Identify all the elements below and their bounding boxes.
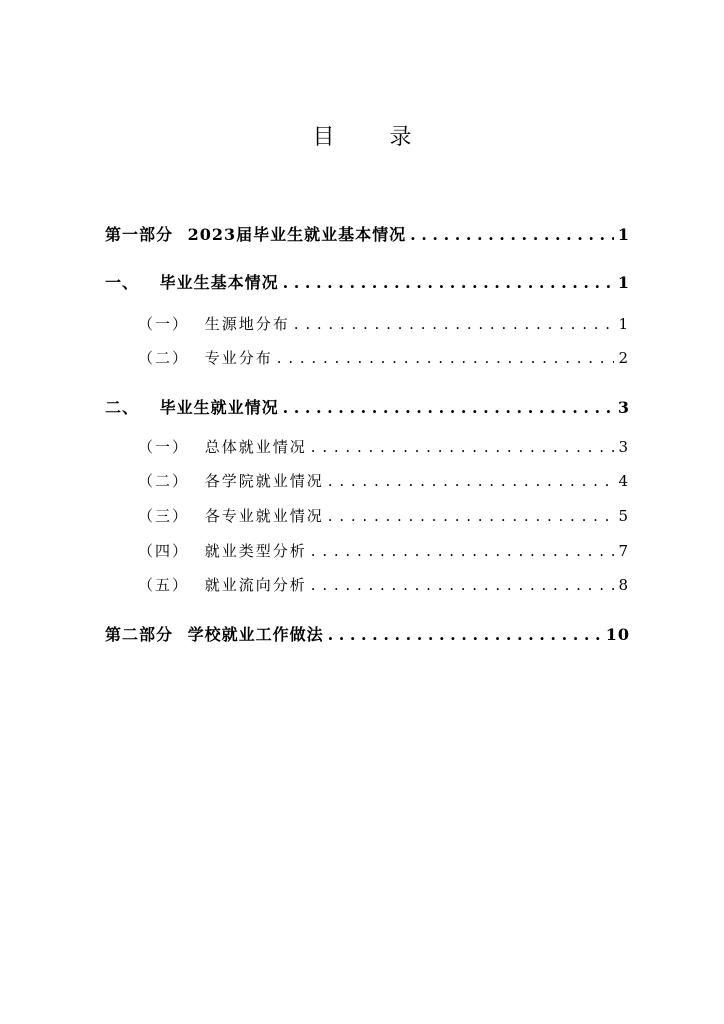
- toc-entry-text: 学校就业工作做法: [187, 625, 324, 644]
- toc-entry-text: 就业流向分析: [204, 576, 307, 594]
- toc-entry[interactable]: [138, 505, 630, 526]
- toc-entry[interactable]: [138, 470, 630, 491]
- toc-entry[interactable]: [105, 222, 630, 245]
- toc-entry[interactable]: [138, 574, 630, 595]
- toc-entry-page: 3: [618, 438, 630, 456]
- toc-entry-label: [138, 505, 324, 526]
- toc-leader-dots: [328, 472, 615, 490]
- toc-entry-page: 2: [618, 349, 630, 367]
- toc-entry-text: 就业类型分析: [204, 542, 307, 560]
- toc-entry-page: 1: [618, 315, 630, 333]
- toc-entry[interactable]: [138, 540, 630, 561]
- toc-entry[interactable]: [138, 347, 630, 368]
- toc-title: 目 录: [312, 125, 436, 150]
- toc-entry[interactable]: [105, 395, 630, 418]
- toc-entry-text: 2023届毕业生就业基本情况: [187, 225, 407, 244]
- toc-leader-dots: [311, 438, 615, 456]
- toc-entry-text: 毕业生基本情况: [159, 273, 279, 292]
- toc-entry-text: 各学院就业情况: [204, 472, 324, 490]
- toc-leader-dots: [328, 625, 602, 644]
- toc-entry-prefix: 一、: [105, 273, 140, 292]
- toc-leader-dots: [311, 542, 615, 560]
- toc-entry-label: [138, 470, 324, 491]
- toc-entry-page: 1: [617, 225, 630, 244]
- toc-entry-prefix: （一）: [138, 438, 190, 456]
- toc-entry-text: 各专业就业情况: [204, 507, 324, 525]
- toc-entry-page: 8: [618, 576, 630, 594]
- toc-entry-prefix: （五）: [138, 576, 190, 594]
- toc-entry-page: 1: [617, 273, 630, 292]
- toc-entry-text: 毕业生就业情况: [159, 398, 279, 417]
- toc-entry-prefix: （一）: [138, 315, 190, 333]
- toc-entry-prefix: 第一部分: [105, 225, 174, 244]
- toc-entry-label: [105, 270, 279, 293]
- toc-entry-label: [105, 395, 279, 418]
- toc-entry-text: 专业分布: [204, 349, 273, 367]
- toc-entry-prefix: （二）: [138, 472, 190, 490]
- toc-entry-prefix: （四）: [138, 542, 190, 560]
- toc-entry-page: 3: [617, 398, 630, 417]
- toc-leader-dots: [328, 507, 615, 525]
- toc-entry-label: [105, 622, 324, 645]
- toc-leader-dots: [277, 349, 615, 367]
- toc-entry-prefix: （三）: [138, 507, 190, 525]
- toc-entry[interactable]: [138, 313, 630, 334]
- toc-entry-prefix: 二、: [105, 398, 140, 417]
- toc-entry-prefix: （二）: [138, 349, 190, 367]
- toc-leader-dots: [283, 398, 614, 417]
- toc-entry-label: [138, 313, 290, 334]
- toc-entry[interactable]: [105, 270, 630, 293]
- toc-entry-page: 7: [618, 542, 630, 560]
- toc-entry-label: [138, 574, 307, 595]
- toc-entry-page: 10: [605, 625, 630, 644]
- toc-entry-page: 4: [618, 472, 630, 490]
- toc-leader-dots: [294, 315, 615, 333]
- toc-leader-dots: [311, 576, 615, 594]
- toc-entry-label: [138, 436, 307, 457]
- toc-leader-dots: [283, 273, 614, 292]
- toc-entry[interactable]: [138, 436, 630, 457]
- toc-entry-label: [138, 540, 307, 561]
- toc-entry-label: [138, 347, 273, 368]
- toc-entry-label: [105, 222, 406, 245]
- toc-entry-text: 生源地分布: [204, 315, 290, 333]
- toc-entry[interactable]: [105, 622, 630, 645]
- toc-leader-dots: [410, 225, 614, 244]
- toc-entry-prefix: 第二部分: [105, 625, 174, 644]
- toc-entry-text: 总体就业情况: [204, 438, 307, 456]
- toc-entry-page: 5: [618, 507, 630, 525]
